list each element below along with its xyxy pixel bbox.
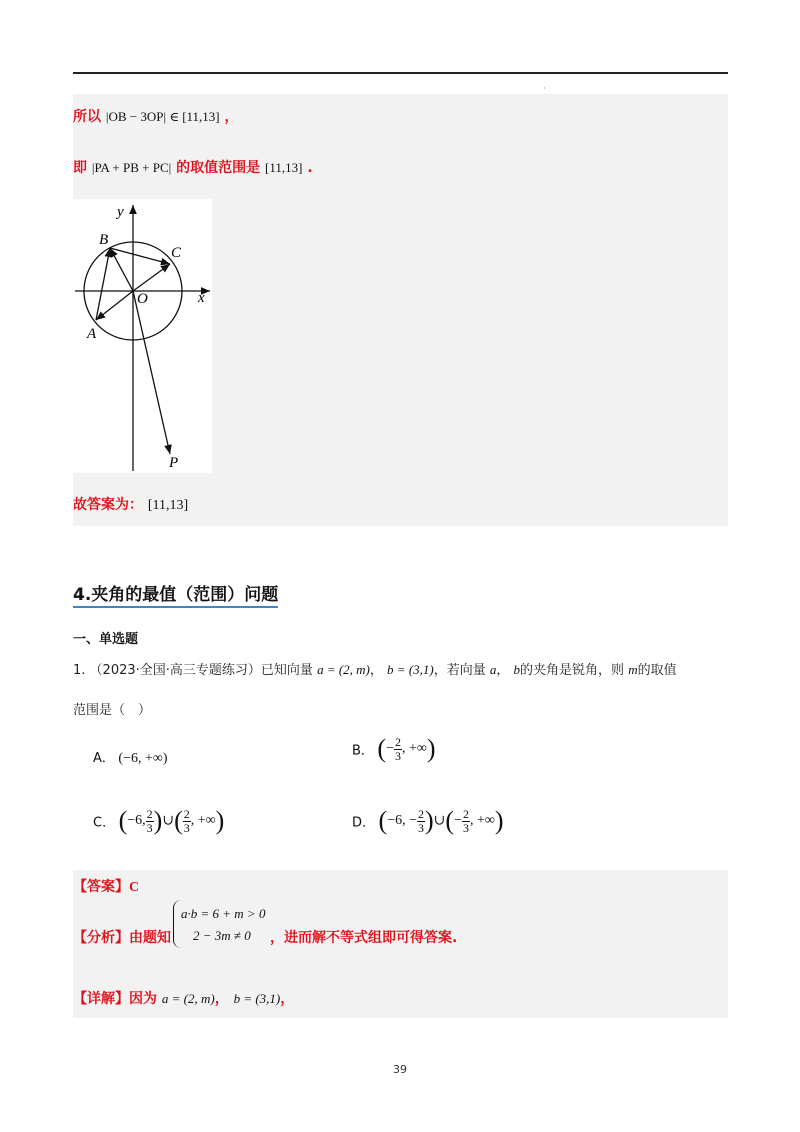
answer-prefix: 故答案为：	[73, 497, 143, 513]
option-C-num2: 2	[183, 806, 190, 821]
detail-text: 因为	[129, 991, 157, 1007]
vector-figure	[73, 199, 212, 473]
analysis-tail: ，进而解不等式组即可得答案.	[270, 930, 458, 946]
line1	[73, 106, 239, 126]
detail-vec-b: b = (3,1)	[233, 991, 281, 1006]
line2-prefix: 即	[73, 160, 87, 176]
question-text-b: ，若向量	[433, 663, 486, 678]
option-C-right: , +∞	[190, 813, 216, 828]
detail-label: 【详解】	[73, 991, 129, 1007]
option-D-num2: 2	[462, 806, 469, 821]
label-C: C	[171, 245, 182, 261]
subheading: 一、单选题	[73, 632, 139, 647]
question-line2: 范围是（ ）	[73, 703, 152, 718]
option-C-den: 3	[146, 820, 153, 835]
option-B-right: , +∞	[402, 741, 427, 756]
line2-expr: |PA + PB + PC|	[91, 160, 172, 175]
detail-tail: ，	[280, 991, 295, 1007]
answer-row	[73, 876, 139, 896]
line2	[73, 157, 313, 177]
line1-expr: |OB − 3OP| ∈ [11,13]	[105, 109, 220, 124]
option-C[interactable]: C． (−6, $\frac{2}{3}$ )∪( $\frac{2}{3}$ , +∞)	[93, 806, 225, 835]
option-B-den: 3	[395, 748, 401, 763]
label-y: y	[117, 204, 124, 220]
option-D-minus: −	[454, 813, 462, 828]
label-A: A	[87, 326, 97, 342]
vector-diagram	[73, 199, 212, 473]
vector-OA	[96, 291, 133, 320]
option-A-label: A．	[93, 751, 115, 766]
question-sep: ，	[369, 663, 383, 678]
detail-row	[73, 988, 294, 1008]
label-B: B	[99, 232, 109, 248]
question-a-name: a	[489, 662, 497, 677]
option-C-cup: ∪	[162, 813, 175, 829]
option-D-right: , +∞	[469, 813, 495, 828]
option-C-label: C．	[93, 815, 116, 831]
option-B-minus: −	[386, 741, 394, 756]
option-D-num: 2	[417, 806, 424, 821]
analysis-label: 【分析】	[73, 930, 129, 946]
header-rule	[73, 72, 728, 74]
analysis-text: 由题知	[129, 930, 171, 946]
label-x: x	[198, 290, 205, 306]
vector-AB	[96, 248, 110, 320]
vector-OC	[133, 264, 170, 291]
answer-label: 【答案】	[73, 879, 129, 895]
label-O: O	[137, 291, 148, 307]
question-b-name: b	[513, 662, 521, 677]
option-C-num: 2	[146, 806, 153, 821]
system-eq2: 2 − 3m ≠ 0	[193, 928, 251, 943]
analysis-label-row	[73, 927, 171, 947]
label-P: P	[169, 455, 179, 471]
option-D[interactable]: D． (−6, − $\frac{2}{3}$ )∪(− $\frac{2}{3}$ , +∞)	[352, 806, 504, 835]
option-B-label: B．	[352, 743, 374, 759]
question-number: 1.	[73, 663, 86, 678]
option-D-label: D．	[352, 815, 376, 831]
line2-mid: 的取值范围是	[176, 160, 261, 176]
line2-suffix: .	[307, 160, 313, 176]
vector-OP	[133, 291, 170, 454]
system-eq1: a·b = 6 + m > 0	[181, 906, 266, 921]
option-A[interactable]	[93, 747, 168, 767]
option-A-value: (−6, +∞)	[118, 751, 168, 766]
option-B-num: 2	[395, 734, 401, 749]
section-heading: 4.夹角的最值（范围）问题	[73, 580, 278, 608]
question-line1	[73, 659, 677, 678]
answer-choice: C	[129, 880, 140, 895]
question-m-name: m	[628, 662, 638, 677]
option-C-left: −6,	[127, 813, 146, 828]
line2-range: [11,13]	[265, 160, 303, 175]
detail-vec-a: a = (2, m)	[161, 991, 215, 1006]
option-C-den2: 3	[183, 820, 190, 835]
question-text-d: 的取值	[637, 663, 677, 678]
option-B[interactable]: B． (− $\frac{2}{3}$ , +∞)	[352, 734, 436, 763]
option-D-den: 3	[417, 820, 424, 835]
question-text-a: 已知向量	[260, 663, 313, 678]
option-D-cup: ∪	[433, 813, 446, 829]
option-D-left: −6, −	[387, 813, 417, 828]
option-D-den2: 3	[462, 820, 469, 835]
header-mark: ·	[543, 84, 546, 93]
answer-value: [11,13]	[147, 498, 189, 513]
line1-suffix: ，	[224, 109, 239, 125]
answer-line	[73, 494, 188, 514]
line1-prefix: 所以	[73, 109, 101, 125]
question-vec-a: a = (2, m)	[317, 662, 370, 677]
question-vec-b: b = (3,1)	[387, 662, 434, 677]
question-comma: ，	[496, 663, 510, 678]
page-number: 39	[393, 1063, 407, 1076]
detail-sep: ，	[214, 991, 229, 1007]
question-source: （2023·全国·高三专题练习）	[89, 663, 261, 678]
question-text-c: 的夹角是锐角，则	[520, 663, 625, 678]
vector-OB	[110, 248, 133, 291]
